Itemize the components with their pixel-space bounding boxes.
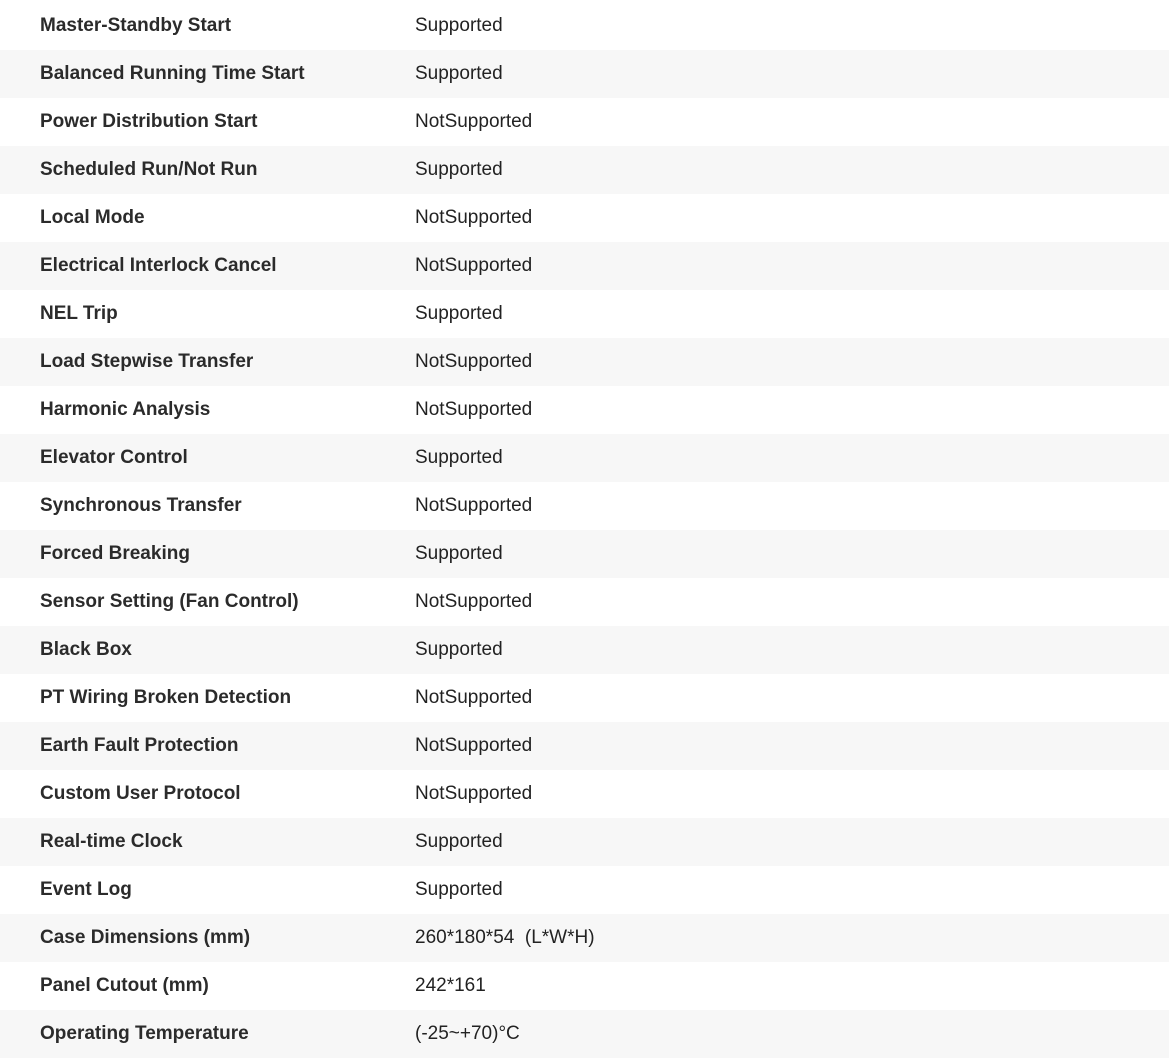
spec-label: Balanced Running Time Start — [40, 63, 305, 84]
spec-value: 260*180*54 (L*W*H) — [415, 927, 595, 948]
spec-value: NotSupported — [415, 591, 533, 612]
spec-label: Custom User Protocol — [40, 783, 241, 804]
spec-label: Black Box — [40, 639, 132, 660]
spec-value: 242*161 — [415, 975, 486, 996]
spec-value: Supported — [415, 879, 503, 900]
spec-label: Event Log — [40, 879, 132, 900]
spec-row — [0, 434, 1169, 482]
spec-label: Electrical Interlock Cancel — [40, 255, 277, 276]
spec-row — [0, 962, 1169, 1010]
spec-value: Supported — [415, 15, 503, 36]
spec-value: Supported — [415, 303, 503, 324]
spec-label: Power Distribution Start — [40, 111, 258, 132]
spec-row — [0, 242, 1169, 290]
spec-row — [0, 50, 1169, 98]
spec-label: Sensor Setting (Fan Control) — [40, 591, 299, 612]
spec-row — [0, 386, 1169, 434]
spec-label: Scheduled Run/Not Run — [40, 159, 258, 180]
spec-row — [0, 146, 1169, 194]
spec-value: NotSupported — [415, 495, 533, 516]
spec-row — [0, 98, 1169, 146]
spec-row — [0, 914, 1169, 962]
spec-row — [0, 194, 1169, 242]
spec-row — [0, 2, 1169, 50]
spec-row — [0, 818, 1169, 866]
spec-value: NotSupported — [415, 399, 533, 420]
spec-row — [0, 770, 1169, 818]
spec-value: NotSupported — [415, 111, 533, 132]
spec-label: Operating Temperature — [40, 1023, 249, 1044]
spec-value: NotSupported — [415, 207, 533, 228]
spec-row — [0, 530, 1169, 578]
spec-value: Supported — [415, 831, 503, 852]
spec-row — [0, 674, 1169, 722]
spec-value: NotSupported — [415, 735, 533, 756]
spec-label: Real-time Clock — [40, 831, 183, 852]
spec-row — [0, 578, 1169, 626]
spec-value: Supported — [415, 543, 503, 564]
spec-value: NotSupported — [415, 255, 533, 276]
spec-label: Case Dimensions (mm) — [40, 927, 251, 948]
spec-row — [0, 290, 1169, 338]
spec-row — [0, 338, 1169, 386]
spec-label: Load Stepwise Transfer — [40, 351, 254, 372]
spec-label: Master-Standby Start — [40, 15, 232, 36]
spec-value: Supported — [415, 639, 503, 660]
spec-label: PT Wiring Broken Detection — [40, 687, 292, 708]
spec-label: Forced Breaking — [40, 543, 190, 564]
spec-label: NEL Trip — [40, 303, 118, 324]
spec-row — [0, 722, 1169, 770]
spec-row — [0, 1010, 1169, 1058]
spec-label: Elevator Control — [40, 447, 188, 468]
spec-label: Panel Cutout (mm) — [40, 975, 209, 996]
spec-value: (-25~+70)°C — [415, 1023, 520, 1044]
spec-label: Local Mode — [40, 207, 145, 228]
spec-label: Earth Fault Protection — [40, 735, 239, 756]
spec-label: Synchronous Transfer — [40, 495, 242, 516]
spec-value: NotSupported — [415, 351, 533, 372]
spec-value: Supported — [415, 159, 503, 180]
spec-value: Supported — [415, 447, 503, 468]
spec-row — [0, 626, 1169, 674]
spec-value: NotSupported — [415, 687, 533, 708]
spec-value: Supported — [415, 63, 503, 84]
spec-row — [0, 482, 1169, 530]
spec-label: Harmonic Analysis — [40, 399, 211, 420]
spec-value: NotSupported — [415, 783, 533, 804]
spec-row — [0, 866, 1169, 914]
